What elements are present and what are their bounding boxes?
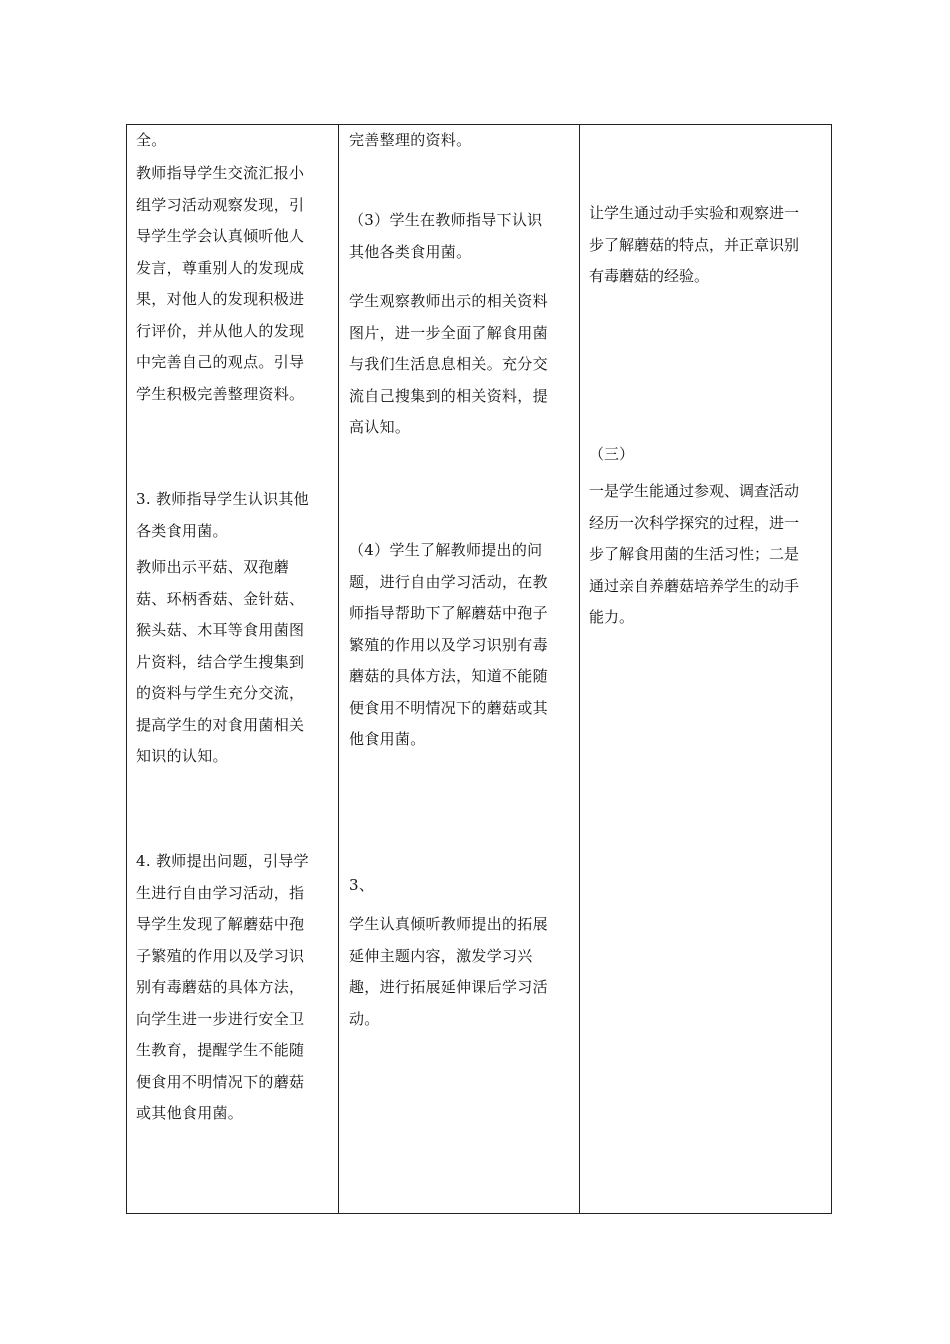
text-line: 学生认真倾听教师提出的拓展 bbox=[349, 915, 548, 933]
text-line: 经历一次科学探究的过程，进一 bbox=[589, 513, 800, 532]
text-line: （4）学生了解教师提出的问 bbox=[349, 541, 543, 559]
text-line: 动。 bbox=[349, 1009, 380, 1028]
text-line: 导学生发现了解蘑菇中孢 bbox=[136, 915, 305, 933]
col1-block-c bbox=[136, 484, 332, 547]
col2-block-a: 完善整理的资料。 bbox=[349, 131, 472, 149]
text-line: 提高学生的对食用菌相关 bbox=[136, 715, 305, 734]
design-intent-column bbox=[580, 125, 831, 1213]
text-line: 流自己搜集到的相关资料，提 bbox=[349, 386, 548, 405]
text-line: 学生观察教师出示的相关资料 bbox=[349, 292, 548, 310]
text-line: 图片，进一步全面了解食用菌 bbox=[349, 323, 548, 342]
text-line: 繁殖的作用以及学习识别有毒 bbox=[349, 635, 548, 654]
teacher-activity-column bbox=[127, 125, 339, 1213]
text-line: 其他各类食用菌。 bbox=[349, 242, 472, 261]
col3-block-b: （三） bbox=[589, 445, 635, 463]
text-line: 菇、环柄香菇、金针菇、 bbox=[136, 589, 305, 608]
student-activity-column bbox=[339, 125, 580, 1213]
text-line: 子繁殖的作用以及学习识 bbox=[136, 946, 305, 965]
text-line: 步了解蘑菇的特点，并正章识别 bbox=[589, 235, 800, 254]
text-line: 步了解食用菌的生活习性；二是 bbox=[589, 545, 800, 563]
text-line: 他食用菌。 bbox=[349, 730, 426, 748]
col2-block-e: 3、 bbox=[349, 876, 375, 894]
text-line: 便食用不明情况下的蘑菇 bbox=[136, 1072, 305, 1091]
col1-block-b bbox=[136, 158, 332, 410]
text-line: 教师指导学生交流汇报小 bbox=[136, 164, 305, 182]
col1-block-d bbox=[136, 552, 332, 773]
text-line: 高认知。 bbox=[349, 418, 411, 436]
text-line: 生进行自由学习活动，指 bbox=[136, 883, 305, 902]
text-line: 生教育，提醒学生不能随 bbox=[136, 1041, 305, 1059]
text-line: 行评价，并从他人的发现 bbox=[136, 321, 305, 340]
col2-block-c bbox=[349, 286, 573, 444]
text-line: 的资料与学生充分交流， bbox=[136, 684, 305, 702]
text-line: 导学生学会认真倾听他人 bbox=[136, 227, 305, 245]
text-line: 有毒蘑菇的经验。 bbox=[589, 267, 710, 285]
col2-block-f bbox=[349, 909, 573, 1035]
text-line: 与我们生活息息相关。充分交 bbox=[349, 355, 548, 373]
text-line: （3）学生在教师指导下认识 bbox=[349, 211, 543, 229]
text-line: 让学生通过动手实验和观察进一 bbox=[589, 204, 800, 222]
text-line: 各类食用菌。 bbox=[136, 521, 228, 540]
col3-block-a bbox=[589, 198, 827, 293]
text-line: 向学生进一步进行安全卫 bbox=[136, 1009, 305, 1028]
text-line: 趣，进行拓展延伸课后学习活 bbox=[349, 978, 548, 996]
text-line: 蘑菇的具体方法，知道不能随 bbox=[349, 667, 548, 685]
text-line: 果，对他人的发现积极进 bbox=[136, 290, 305, 308]
text-line: 教师出示平菇、双孢蘑 bbox=[136, 558, 290, 576]
col1-block-e bbox=[136, 846, 332, 1130]
text-line: 题，进行自由学习活动，在教 bbox=[349, 572, 548, 591]
text-line: 便食用不明情况下的蘑菇或其 bbox=[349, 698, 548, 717]
text-line: 片资料，结合学生搜集到 bbox=[136, 652, 305, 671]
text-line: 师指导帮助下了解蘑菇中孢子 bbox=[349, 604, 548, 622]
col2-block-b bbox=[349, 205, 573, 268]
text-line: 组学习活动观察发现，引 bbox=[136, 195, 305, 214]
text-line: 别有毒蘑菇的具体方法， bbox=[136, 978, 305, 996]
text-line: 知识的认知。 bbox=[136, 747, 228, 765]
text-line: 3. 教师指导学生认识其他 bbox=[136, 490, 309, 508]
col3-block-c bbox=[589, 476, 827, 634]
col2-block-d bbox=[349, 535, 573, 756]
text-line: 一是学生能通过参观、调查活动 bbox=[589, 482, 800, 500]
text-line: 学生积极完善整理资料。 bbox=[136, 384, 305, 403]
text-line: 能力。 bbox=[589, 608, 635, 626]
text-line: 或其他食用菌。 bbox=[136, 1104, 244, 1122]
text-line: 通过亲自养蘑菇培养学生的动手 bbox=[589, 576, 800, 595]
lesson-plan-table bbox=[126, 124, 832, 1214]
text-line: 发言，尊重别人的发现成 bbox=[136, 258, 305, 277]
text-line: 延伸主题内容，激发学习兴 bbox=[349, 946, 533, 965]
text-line: 中完善自己的观点。引导 bbox=[136, 353, 305, 371]
text-line: 猴头菇、木耳等食用菌图 bbox=[136, 621, 305, 639]
col1-block-a: 全。 bbox=[136, 131, 167, 149]
text-line: 4. 教师提出问题，引导学 bbox=[136, 852, 309, 870]
